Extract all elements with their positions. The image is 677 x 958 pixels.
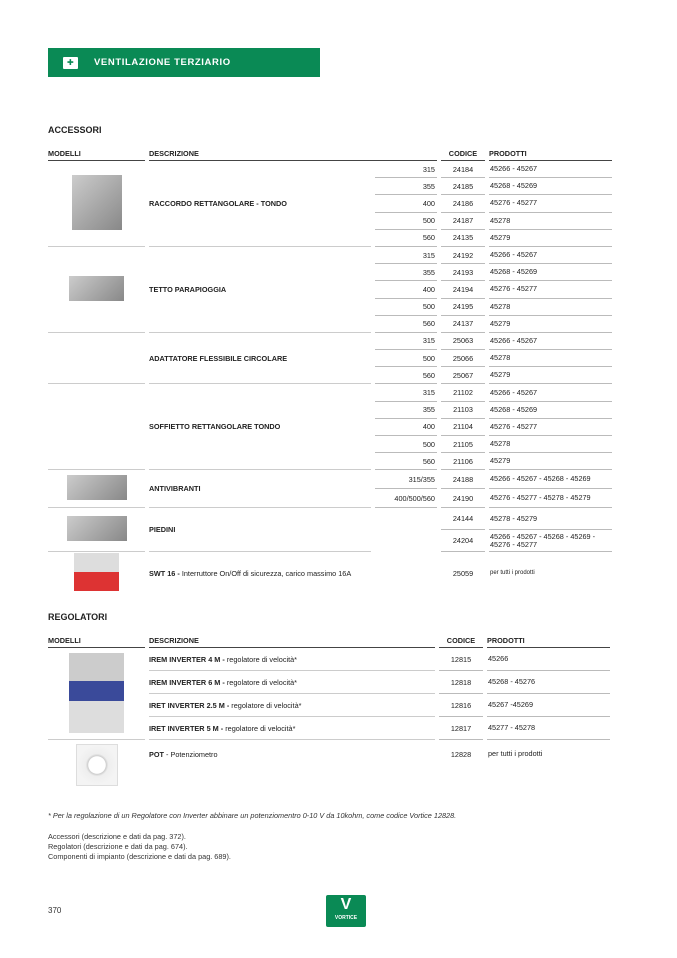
regolatori-table — [44, 635, 614, 800]
code: 12818 — [439, 671, 483, 694]
products: 45278 - 45279 — [489, 508, 612, 530]
code: 24195 — [441, 299, 485, 316]
size: 400 — [375, 195, 437, 212]
products: 45266 - 45267 — [489, 161, 612, 178]
description — [149, 717, 435, 740]
code: 25063 — [441, 333, 485, 350]
code: 25059 — [452, 568, 474, 578]
code: 24137 — [441, 316, 485, 333]
regulator-desc: regolatore di velocità* — [224, 654, 298, 664]
pot-desc: - Potenziometro — [164, 750, 218, 759]
safety-switch-image — [74, 553, 119, 591]
anti-vibration-mounts-image — [67, 475, 127, 500]
products: 45268 - 45269 — [489, 264, 612, 281]
size: 315 — [375, 161, 437, 178]
potentiometer-image — [76, 744, 118, 786]
products: 45278 — [489, 213, 612, 230]
col-descrizione: DESCRIZIONE — [149, 148, 437, 161]
size: 315/355 — [375, 470, 437, 489]
description — [149, 552, 437, 594]
table-row — [48, 508, 612, 530]
inverter-regulator-image — [69, 653, 124, 733]
description: SOFFIETTO RETTANGOLARE TONDO — [149, 384, 371, 470]
products: 45276 - 45277 - 45278 - 45279 — [489, 489, 612, 508]
size: 315 — [375, 247, 437, 264]
section-title: VENTILAZIONE TERZIARIO — [94, 57, 231, 68]
size: 355 — [375, 178, 437, 195]
code: 12828 — [450, 750, 472, 759]
size: 355 — [375, 402, 437, 419]
code: 24192 — [441, 247, 485, 264]
products: 45278 — [489, 436, 612, 453]
products: 45278 — [489, 350, 612, 367]
code: 24188 — [441, 470, 485, 489]
size — [375, 530, 437, 552]
size: 560 — [375, 316, 437, 333]
size: 315 — [375, 384, 437, 401]
size: 400 — [375, 419, 437, 436]
model-cell — [48, 648, 145, 740]
table-row — [48, 740, 610, 800]
table-row — [48, 552, 612, 594]
model-cell — [48, 552, 145, 594]
regulator-desc: regolatore di velocità* — [229, 700, 302, 710]
code: 24144 — [441, 508, 485, 530]
pot-name: POT — [149, 750, 164, 759]
regulator-desc: regolatore di velocità* — [224, 677, 298, 687]
products: 45276 - 45277 — [489, 195, 612, 212]
products: 45266 - 45267 — [489, 247, 612, 264]
products: 45276 - 45277 — [489, 281, 612, 298]
table-row — [48, 648, 610, 671]
size: 315 — [375, 333, 437, 350]
table-row — [48, 333, 612, 350]
description: TETTO PARAPIOGGIA — [149, 247, 371, 333]
model-cell — [48, 740, 145, 800]
code: 25066 — [441, 350, 485, 367]
col-codice: CODICE — [439, 635, 483, 648]
code: 25067 — [441, 367, 485, 384]
section-banner — [48, 48, 320, 77]
table-row — [48, 161, 612, 178]
size: 500 — [375, 350, 437, 367]
regulator-name: IRET INVERTER 2.5 M - — [149, 700, 230, 710]
products: 45277 - 45278 — [487, 717, 610, 740]
vortice-logo: V VORTICE — [326, 895, 366, 927]
products: 45267 -45269 — [487, 694, 610, 717]
code: 21102 — [441, 384, 485, 401]
products: 45266 - 45267 — [489, 333, 612, 350]
size: 500 — [375, 436, 437, 453]
model-cell — [48, 384, 145, 470]
table-row — [48, 384, 612, 401]
description — [149, 694, 435, 717]
products: 45279 — [489, 367, 612, 384]
products: 45268 - 45269 — [489, 178, 612, 195]
size: 400 — [375, 281, 437, 298]
products: 45266 - 45267 — [489, 384, 612, 401]
description: RACCORDO RETTANGOLARE - TONDO — [149, 161, 371, 247]
size: 500 — [375, 213, 437, 230]
size: 560 — [375, 367, 437, 384]
code: 24184 — [441, 161, 485, 178]
col-prodotti: PRODOTTI — [487, 635, 610, 648]
products: 45266 — [487, 648, 610, 671]
col-codice: CODICE — [441, 148, 485, 161]
ref-regolatori: Regolatori (descrizione e dati da pag. 674). — [48, 842, 188, 851]
first-aid-icon — [63, 57, 78, 69]
code: 21104 — [441, 419, 485, 436]
model-cell — [48, 333, 145, 385]
code: 24190 — [441, 489, 485, 508]
description: ADATTATORE FLESSIBILE CIRCOLARE — [149, 333, 371, 385]
model-cell — [48, 161, 145, 247]
description — [149, 648, 435, 671]
regolatori-heading: REGOLATORI — [48, 612, 108, 622]
products: 45268 - 45276 — [487, 671, 610, 694]
code: 21106 — [441, 453, 485, 470]
swt-name: SWT 16 - — [149, 568, 180, 578]
ref-accessori: Accessori (descrizione e dati da pag. 372). — [48, 832, 186, 841]
code: 21105 — [441, 436, 485, 453]
code: 12817 — [439, 717, 483, 740]
accessori-heading: ACCESSORI — [48, 125, 102, 135]
col-prodotti: PRODOTTI — [489, 148, 612, 161]
rectangular-round-connector-image — [72, 175, 122, 230]
col-descrizione: DESCRIZIONE — [149, 635, 435, 648]
code: 24186 — [441, 195, 485, 212]
regulator-name: IRET INVERTER 5 M - — [149, 723, 224, 733]
model-cell — [48, 508, 145, 552]
description: ANTIVIBRANTI — [149, 470, 371, 508]
footnote: * Per la regolazione di un Regolatore con Inverter abbinare un potenziomentro 0-10 V da 10kohm, come codice Vortice 12828. — [48, 811, 457, 820]
accessori-table — [44, 148, 616, 594]
code: 24135 — [441, 230, 485, 247]
code: 24187 — [441, 213, 485, 230]
code: 24193 — [441, 264, 485, 281]
products: per tutti i prodotti — [490, 570, 535, 577]
products: 45279 — [489, 316, 612, 333]
rain-roof-image — [69, 276, 124, 301]
products: 45279 — [489, 453, 612, 470]
products: 45276 - 45277 — [489, 419, 612, 436]
table-row — [48, 247, 612, 264]
col-modelli: MODELLI — [48, 635, 145, 648]
description — [149, 671, 435, 694]
regulator-name: IREM INVERTER 6 M - — [149, 677, 225, 687]
code: 24185 — [441, 178, 485, 195]
code: 24194 — [441, 281, 485, 298]
size — [375, 508, 437, 530]
regulator-desc: regolatore di velocità* — [223, 723, 296, 733]
code: 12816 — [439, 694, 483, 717]
size: 560 — [375, 453, 437, 470]
products: per tutti i prodotti — [488, 749, 543, 758]
products: 45268 - 45269 — [489, 402, 612, 419]
size: 355 — [375, 264, 437, 281]
description: PIEDINI — [149, 508, 371, 552]
products: 45266 - 45267 - 45268 - 45269 - 45276 - 45277 — [489, 530, 612, 552]
swt-desc: Interruttore On/Off di sicurezza, carico massimo 16A — [179, 568, 352, 578]
products: 45279 — [489, 230, 612, 247]
size: 400/500/560 — [375, 489, 437, 508]
model-cell — [48, 470, 145, 508]
table-row — [48, 470, 612, 489]
size: 500 — [375, 299, 437, 316]
code: 24204 — [441, 530, 485, 552]
regulator-name: IREM INVERTER 4 M - — [149, 654, 225, 664]
model-cell — [48, 247, 145, 333]
feet-image — [67, 516, 127, 541]
code: 21103 — [441, 402, 485, 419]
ref-componenti: Componenti di impianto (descrizione e dati da pag. 689). — [48, 852, 231, 861]
code: 12815 — [439, 648, 483, 671]
products: 45266 - 45267 - 45268 - 45269 — [489, 470, 612, 489]
col-modelli: MODELLI — [48, 148, 145, 161]
page-number: 370 — [48, 906, 62, 915]
description — [149, 740, 435, 800]
products: 45278 — [489, 299, 612, 316]
size: 560 — [375, 230, 437, 247]
